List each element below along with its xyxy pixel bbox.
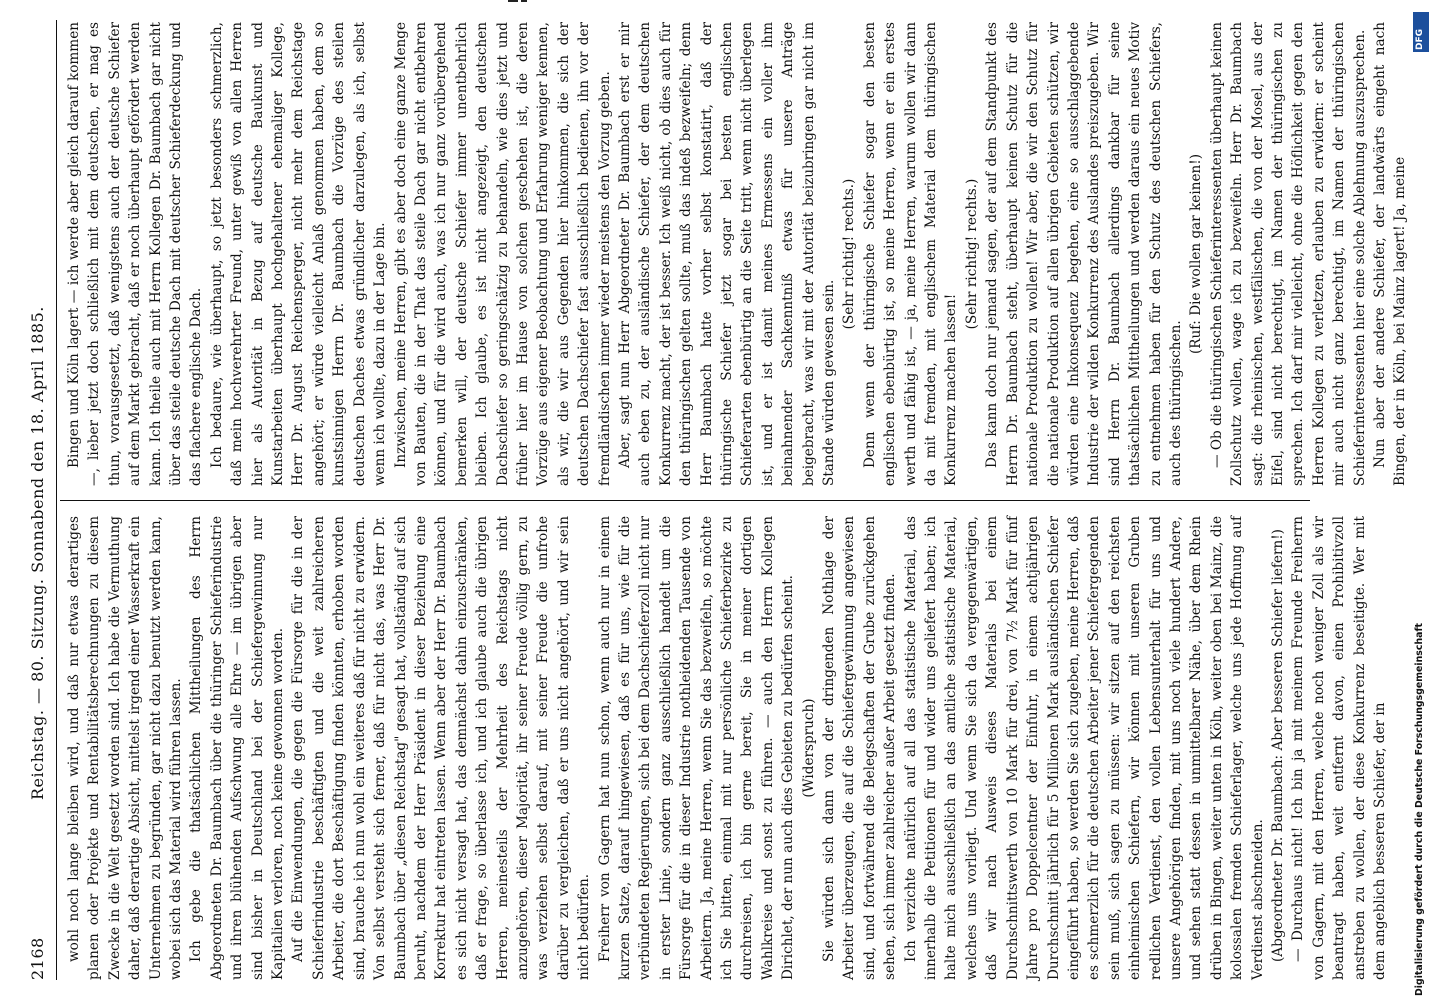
document-page xyxy=(20,20,1409,980)
page-title: Reichstag. — 80. Sitzung. Sonnabend den 18. April 1885. xyxy=(28,306,47,800)
header-rule xyxy=(56,20,57,980)
paragraph: Sie würden sich dann von der dringenden Nothlage der Arbeiter überzeugen, die auf die Schiefergewinnung angewiesen sind, und fortwährend die Belegschaften der Grube zurückgehen sehen, sich immer zahlreicher außer Arbeit gesetzt finden. xyxy=(821,516,899,980)
paragraph: Aber, sagt nun Herr Abgeordneter Dr. Baumbach erst er mir auch eben zu, der ausländische Schiefer, der dem deutschen Konkurrenz macht, der ist besser. Ich weiß nicht, ob dies auch für den thüringischen gelten sollte, muß das indeß bezweifeln; denn Herr Baumbach hatte vorher selbst konstatirt, daß der thüringische Schiefer jetzt sogar bei besten englischen Schieferarten ebenbürtig an die Seite tritt, wenn nicht überlegen ist, und er ist damit meines Ermessens ein voller ihm beinahnender Sachkenntniß etwas für unsere Anträge beigebracht, was wir mit der Autorität beizubringen gar nicht im Stande würden gewesen sein. xyxy=(616,22,838,486)
dfg-logo-text: DFG xyxy=(1415,28,1425,50)
paragraph: Denn wenn der thüringische Schiefer sogar den besten englischen ebenbürtig ist, so meine Herren, wenn er ein erstes werth und fähig ist, — ja, meine Herren, warum wollen wir dann da mit fremden, mit englischem Material dem thüringischen Konkurrenz machen lassen! xyxy=(861,22,960,486)
paragraph: Ich gebe die thatsächlichen Mittheilungen des Herrn Abgeordneten Dr. Baumbach über die thüringer Schieferindustrie und ihren blühenden Aufschwung alle Ehre — im übrigen aber sind bisher in Deutschland bei der Schiefergewinnung nur Kapitalien verloren, noch keine gewonnen worden. xyxy=(188,516,287,980)
left-column xyxy=(64,516,1390,980)
paragraph: Freiherr von Gagern hat nun schon, wenn auch nur in einem kurzen Satze, darauf hingewiesen, daß es für uns, wie für die verbündeten Regierungen, sich bei dem Dachschieferzoll nicht nur in erster Linie, sondern ganz ausschließlich handelt um die Fürsorge für die in dieser Industrie nothleidenden Tausende von Arbeitern. Ja, meine Herren, wenn Sie das bezweifeln, so möchte ich Sie bitten, einmal mit nur persönliche Schieferbezirke zu durchreisen, ich bin gerne bereit, Sie in meiner dortigen Wahlkreise und sonst zu führen. — auch den Herrn Kollegen Dirichlet, der nun auch dies Gebieten zu bedürfen scheint. xyxy=(596,516,797,980)
paragraph: Ich bedaure, wie überhaupt, so jetzt besonders schmerzlich, daß mein hochverehrter Freund, unter gewiß von allen Herren hier als Autorität in Bezug auf deutsche Baukunst und Kunstarbeiten überhaupt hochgehaltener ehemaliger Kollege, Herr Dr. August Reichensperger, nicht mehr dem Reichstage angehört; er würde vielleicht Anlaß genommen haben, dem so kunstsinnigen Herrn Dr. Baumbach die Vorzüge des steilen deutschen Daches etwas gründlicher darzulegen, als ich, selbst wenn ich wollte, dazu in der Lage bin. xyxy=(208,22,389,486)
paragraph: wohl noch lange bleiben wird, und daß nur etwas derartiges planen oder Projekte und Rentabilitätsberechnungen zu diesem Zwecke in die Welt gesetzt worden sind. Ich habe die Vermuthung daher, daß derartige Absicht, mittelst irgend einer Wasserkraft ein Unternehmen zu begründen, gar nicht dazu benutzt werden kann, wobei sich das Material wird führen lassen. xyxy=(66,516,185,980)
scan-mark xyxy=(521,0,527,2)
paragraph: Nun aber der andere Schiefer, der landwärts eingeht nach Bingen, der in Köln, bei Mainz lagert! Ja, meine xyxy=(1372,22,1409,486)
paragraph: Ich verzichte natürlich auf all das statistische Material, das innerhalb die Petitionen für und wider uns geliefert haben; ich halte mich ausschließlich an das amtliche statistische Material, welches uns vorliegt. Und wenn Sie sich da vergegenwärtigen, daß wir nach Ausweis dieses Materials bei einem Durchschnittswerth von 10 Mark für drei, von 7½ Mark für fünf Jahre pro Doppelcentner der Einfuhr, in einem achtjährigen Durchschnitt jährlich für 5 Millionen Mark ausländischen Schiefer eingeführt haben, so werden Sie sich zugeben, meine Herren, daß es schmerzlich für die deutschen Arbeiter jener Schiefergegenden sein muß, sich sagen zu müssen: wir sitzen auf den reichsten einheimischen Schiefern, wir können mit unseren Gruben redlichen Verdienst, den vollen Lebensunterhalt für uns und unsere Angehörigen finden, mit uns noch viele hundert Andere, und sehen statt dessen in unmittelbarer Nähe, über dem Rhein drüben in Bingen, weiter unten in Köln, weiter oben bei Mainz, die kolossalen fremden Schieferlager, welche uns jede Hoffnung auf Verdienst abschneiden. xyxy=(902,516,1266,980)
page-number: 2168 xyxy=(28,937,47,980)
interjection: (Sehr richtig! rechts.) xyxy=(963,178,980,330)
paragraph: (Abgeordneter Dr. Baumbach: Aber besseren Schiefer liefern!) xyxy=(1269,529,1286,962)
scan-mark xyxy=(508,0,518,2)
column-divider xyxy=(60,500,1310,501)
interjection: (Sehr richtig! rechts.) xyxy=(841,178,858,330)
interjection: (Ruf: Die wollen gar keinen!) xyxy=(1188,153,1205,355)
page-header xyxy=(20,20,56,980)
paragraph: — Durchaus nicht! Ich bin ja mit meinem Freunde Freiherrn von Gagern, mit den Herren, welche noch weniger Zoll als wir beantragt haben, weit entfernt davon, einen Prohibitivzoll anstreben zu wollen, der diese Konkurrenz beseitigte. Wer mit dem angeblich besseren Schiefer, der in xyxy=(1290,516,1388,980)
paragraph: Inzwischen, meine Herren, gibt es aber doch eine ganze Menge von Bauten, die in der That das steile Dach gar nicht entbehren können, und für die wird auch, was ich nur ganz vorübergehend bemerken will, der deutsche Schiefer immer unentbehrlich bleiben. Ich glaube, es ist nicht angezeigt, den deutschen Dachschiefer so geringschätzig zu behandeln, wie dies jetzt und früher hier im Hause von solchen geschehen ist, die deren Vorzüge aus eigener Beobachtung und Erfahrung weniger kennen, als wir, die wir aus Gegenden hier hinkommen, die sich der deutschen Dachschiefer fast ausschließlich bedienen, ihn vor der fremdländischen immer wieder meistens den Vorzug geben. xyxy=(392,22,613,486)
paragraph: Bingen und Köln lagert — ich werde aber gleich darauf kommen —, lieber jetzt doch schließlich mit dem deutschen, er mag es thun, vorausgesetzt, daß wenigstens auch der deutsche Schiefer auf dem Markt gebracht, daß er noch überhaupt gefördert werden kann. Ich theile auch mit Herrn Kollegen Dr. Baumbach gar nicht über das steile deutsche Dach mit deutscher Schieferdeckung und das flachere englische Dach. xyxy=(66,22,205,486)
paragraph: Das kann doch nur jemand sagen, der auf dem Standpunkt des Herrn Dr. Baumbach steht, überhaupt keinen Schutz für die nationale Produktion zu wollen! Wir aber, die wir den Schutz für die nationale Produktion auf allen übrigen Gebieten schützen, wir würden eine Inkonsequenz begehen, eine so ausschlaggebende Industrie der wilden Konkurrenz des Auslandes preiszugeben. Wir sind Herrn Dr. Baumbach allerdings dankbar für seine thatsächlichen Mittheilungen und werden daraus ein neues Motiv zu entnehmen haben für den Schutz des deutschen Schiefers, auch des thüringischen. xyxy=(984,22,1184,486)
paragraph: Auf die Einwendungen, die gegen die Fürsorge für die in der Schieferindustrie beschäftigten und die weit zahlreicheren Arbeiter, die dort Beschäftigung finden könnten, erhoben worden sind, brauche ich nun wohl ein weiteres daß für nicht zu erwidern. Von selbst versteht sich ferner, daß für nicht das, was Herr Dr. Baumbach über „diesen Reichstag" gesagt hat, vollständig auf sich beruht, nachdem der Herr Präsident in dieser Beziehung eine Korrektur hat eintreten lassen. Wenn aber der Herr Dr. Baumbach es sich nicht versagt hat, das demnächst dahin einzuschränken, daß er frage, so überlasse ich, und ich glaube auch die übrigen Herren, meinesteils der Mehrheit des Reichstags nicht anzugehören, dieser Majorität, ihr seiner Freude völlig gern, zu was verziehen selbst darauf, mit seiner Freude die unfrohe darüber zu vergleichen, daß er uns nicht angehört, und wir sein nicht bedürfen. xyxy=(290,516,593,980)
right-column xyxy=(64,22,1411,486)
interjection: (Widerspruch) xyxy=(800,698,817,798)
digitization-credit: Digitalisierung gefördert durch die Deutsche Forschungsgemeinschaft xyxy=(1414,622,1425,996)
dfg-logo xyxy=(1413,12,1429,52)
paragraph: — Ob die thüringischen Schieferinteressenten überhaupt keinen Zollschutz wollen, wage ich zu bezweifeln. Herr Dr. Baumbach sagt: die rheinischen, westfälischen, die von der Mosel, aus der Eifel, sind nicht berechtigt, im Namen der thüringischen zu sprechen. Ich darf mir vielleicht, ohne die Höflichkeit gegen den Herren Kollegen zu verletzen, erlauben zu erwidern: er scheint mir auch nicht ganz berechtigt, im Namen der thüringischen Schieferinteressenten hier eine solche Ablehnung auszusprechen. xyxy=(1208,21,1368,486)
